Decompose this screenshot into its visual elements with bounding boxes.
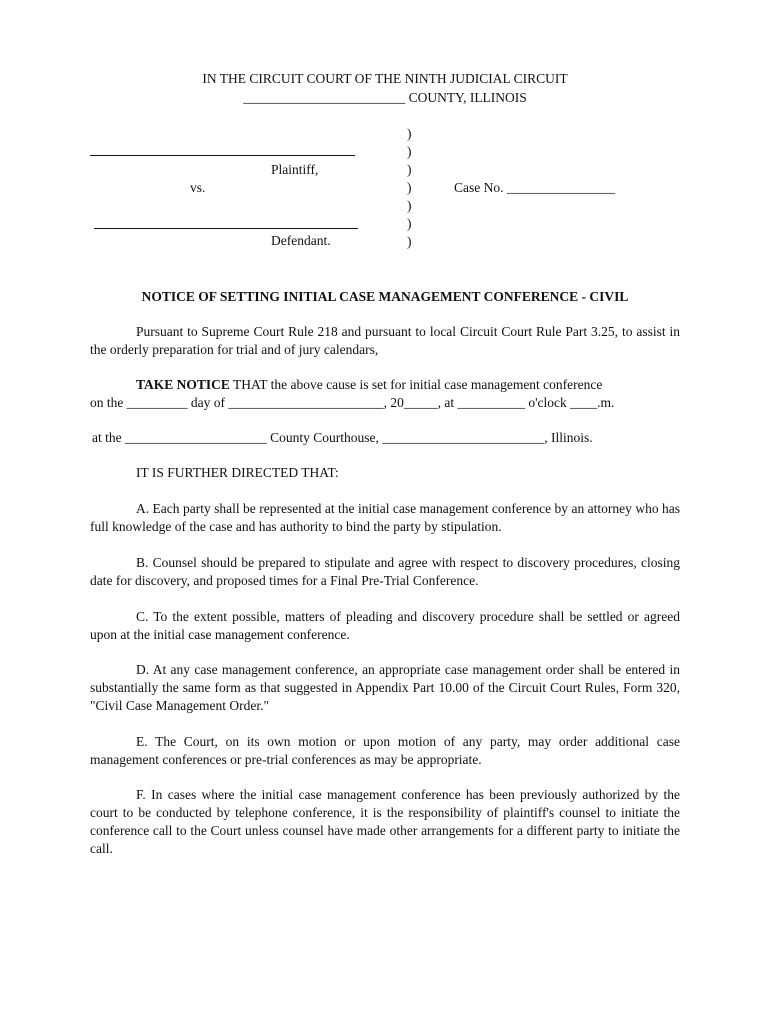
vs-label: vs. [190, 180, 206, 195]
plaintiff-label: Plaintiff, [271, 162, 319, 177]
defendant-name-line [94, 228, 358, 229]
item-c: C. To the extent possible, matters of pleading and discovery procedure shall be settled or agreed upon at the initial case management conference. [90, 609, 680, 642]
county-blank: ________________________ [243, 90, 406, 105]
item-d: D. At any case management conference, an appropriate case management order shall be entered in substantially the same form as that suggested in Appendix Part 10.00 of the Circuit Court Rules, Form 320, "Civil Case Management Order." [90, 662, 680, 713]
caption-paren: ) [407, 162, 412, 177]
plaintiff-name-line [90, 155, 355, 156]
item-e: E. The Court, on its own motion or upon motion of any party, may order additional case management conferences or pre-trial conferences as may be appropriate. [90, 734, 680, 767]
caption-paren: ) [407, 198, 412, 213]
case-number [454, 180, 615, 196]
caption-paren: ) [407, 216, 412, 231]
intro-paragraph: Pursuant to Supreme Court Rule 218 and pursuant to local Circuit Court Rule Part 3.25, to assist in the orderly preparation for trial and of jury calendars, [90, 324, 680, 357]
court-header-line2 [0, 90, 770, 106]
caption-paren: ) [407, 180, 412, 195]
further-directed-heading: IT IS FURTHER DIRECTED THAT: [136, 465, 339, 480]
county-state-label: COUNTY, ILLINOIS [405, 90, 527, 105]
notice-line3: at the _____________________ County Courthouse, ________________________, Illinois. [92, 430, 593, 445]
document-title: NOTICE OF SETTING INITIAL CASE MANAGEMENT CONFERENCE - CIVIL [141, 289, 629, 304]
caption-paren: ) [407, 126, 412, 141]
item-a: A. Each party shall be represented at the initial case management conference by an attorney who has full knowledge of the case and has authority to bind the party by stipulation. [90, 501, 680, 534]
notice-line1: TAKE NOTICE THAT the above cause is set for initial case management conference [136, 377, 603, 392]
notice-line2: on the _________ day of _______________________, 20_____, at __________ o'clock ____.m. [90, 395, 615, 410]
defendant-label: Defendant. [271, 233, 331, 248]
item-b: B. Counsel should be prepared to stipulate and agree with respect to discovery procedures, closing date for discovery, and proposed times for a Final Pre-Trial Conference. [90, 555, 680, 588]
case-no-label: Case No. [454, 180, 504, 195]
case-no-blank: ________________ [506, 180, 615, 195]
caption-paren: ) [407, 234, 412, 249]
take-notice-label: TAKE NOTICE [136, 377, 230, 392]
item-f: F. In cases where the initial case management conference has been previously authorized by the court to be conducted by telephone conference, it is the responsibility of plaintiff's counsel to initiate the conference call to the Court unless counsel have made other arrangements for a different party to initiate the call. [90, 787, 680, 856]
caption-paren: ) [407, 144, 412, 159]
court-header-line1: IN THE CIRCUIT COURT OF THE NINTH JUDICIAL CIRCUIT [202, 71, 568, 86]
